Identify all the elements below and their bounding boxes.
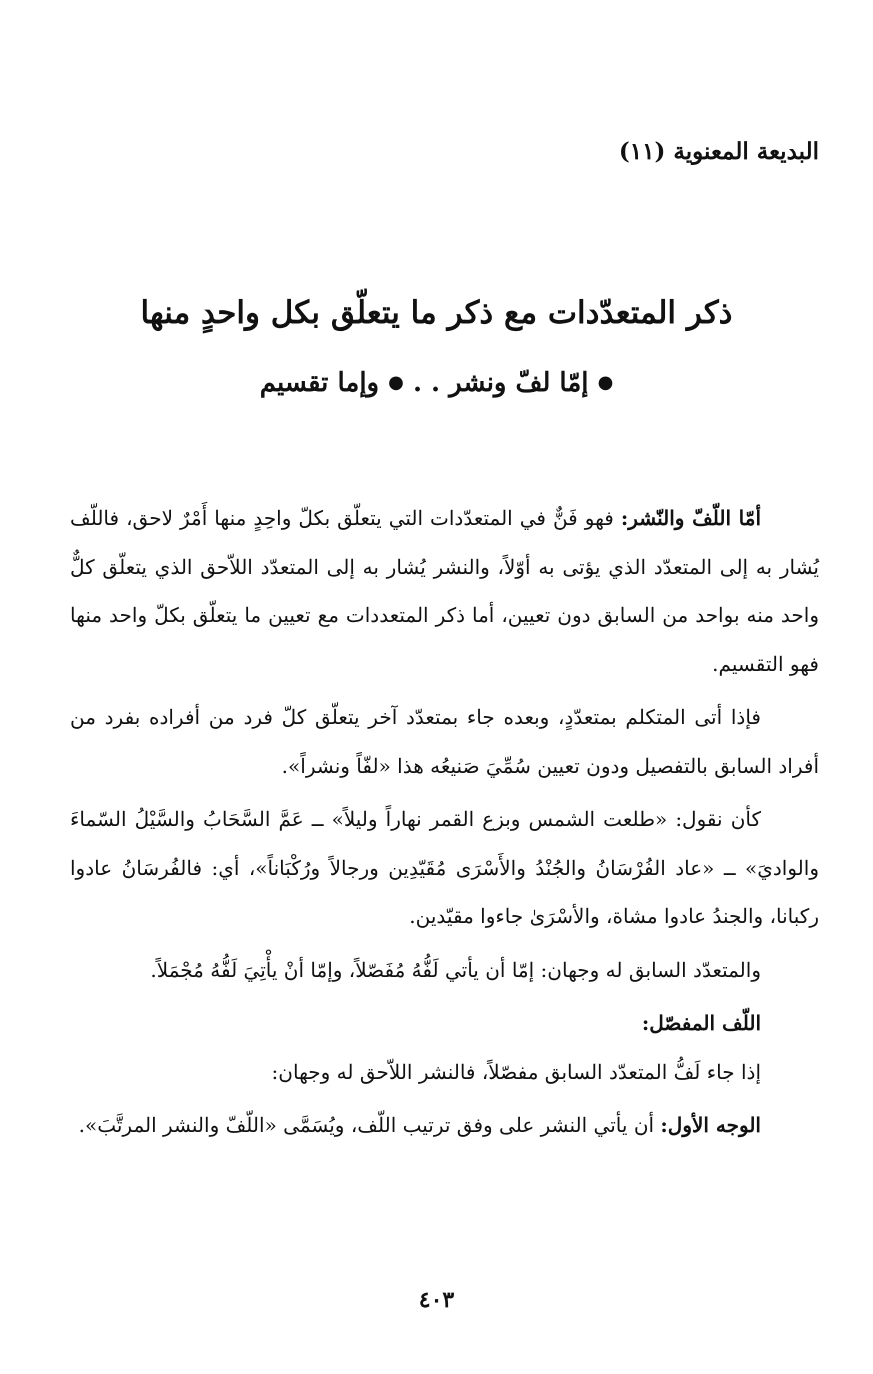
paragraph bbox=[70, 1101, 819, 1150]
bullet-icon: ● bbox=[388, 372, 404, 393]
paragraph: كأن نقول: «طلعت الشمس وبزع القمر نهاراً وليلاً» ــ عَمَّ السَّحَابُ والسَّيْلُ السّماءَ والواديَ» ــ «عاد الفُرْسَانُ والجُنْدُ والأَسْرَى مُقَيّدِين ورجالاً ورُكْبَاناً»، أي: فالفُرسَانُ عادوا ركبانا، والجندُ عادوا مشاة، والأسْرَىٰ جاءوا مقيّدين. bbox=[70, 807, 819, 928]
paragraph: إذا جاء لَفُّ المتعدّد السابق مفصّلاً، فالنشر اللاّحق له وجهان: bbox=[271, 1059, 761, 1084]
paragraph-text: فهو فَنٌّ في المتعدّدات التي يتعلّق بكلّ واحِدٍ منها أَمْرٌ لاحق، فاللّف يُشار به إلى المتعدّد الذي يؤتى به أوّلاً، والنشر يُشار به إلى المتعدّد اللاّحق الذي يتعلّق كلٌّ واحد منه بواحد من السابق دون تعيين، أما ذكر المتعددات مع تعيين ما يتعلّق بكلّ واحد منها فهو التقسيم. bbox=[70, 506, 819, 676]
paragraph: فإذا أتى المتكلم بمتعدّدٍ، وبعده جاء بمتعدّد آخر يتعلّق كلّ فرد من أفراده بفرد من أفراد السابق بالتفصيل ودون تعيين سُمِّيَ صَنيعُه هذا «لفّاً ونشراً». bbox=[70, 705, 819, 778]
paragraph-lead: أمّا اللّفّ والنّشر: bbox=[620, 506, 762, 530]
section-title: ذكر المتعدّدات مع ذكر ما يتعلّق بكل واحدٍ منها bbox=[140, 295, 733, 331]
paragraph bbox=[70, 494, 819, 688]
paragraph-text: أن يأتي النشر على وفق ترتيب اللّف، ويُسَمَّى «اللّفّ والنشر المرتَّبَ». bbox=[78, 1113, 655, 1137]
subheading: اللّف المفصّل: bbox=[641, 1011, 761, 1035]
bullet-icon: ● bbox=[597, 372, 614, 393]
running-header: البديعة المعنوية (١١) bbox=[618, 138, 819, 165]
page-number: ٤٠٣ bbox=[418, 1287, 455, 1313]
paragraph: والمتعدّد السابق له وجهان: إمّا أن يأتي لَفُّهُ مُفَصّلاً، وإمّا أنْ يأْتِيَ لَفُّهُ مُجْمَلاً. bbox=[150, 957, 761, 982]
subtitle-part-2: وإما تقسيم bbox=[259, 368, 380, 398]
paragraph-lead: الوجه الأول: bbox=[660, 1113, 761, 1137]
subtitle-part-1: إمّا لفّ ونشر . . bbox=[412, 368, 589, 398]
section-subtitle bbox=[0, 368, 873, 398]
body-text bbox=[70, 494, 819, 1155]
